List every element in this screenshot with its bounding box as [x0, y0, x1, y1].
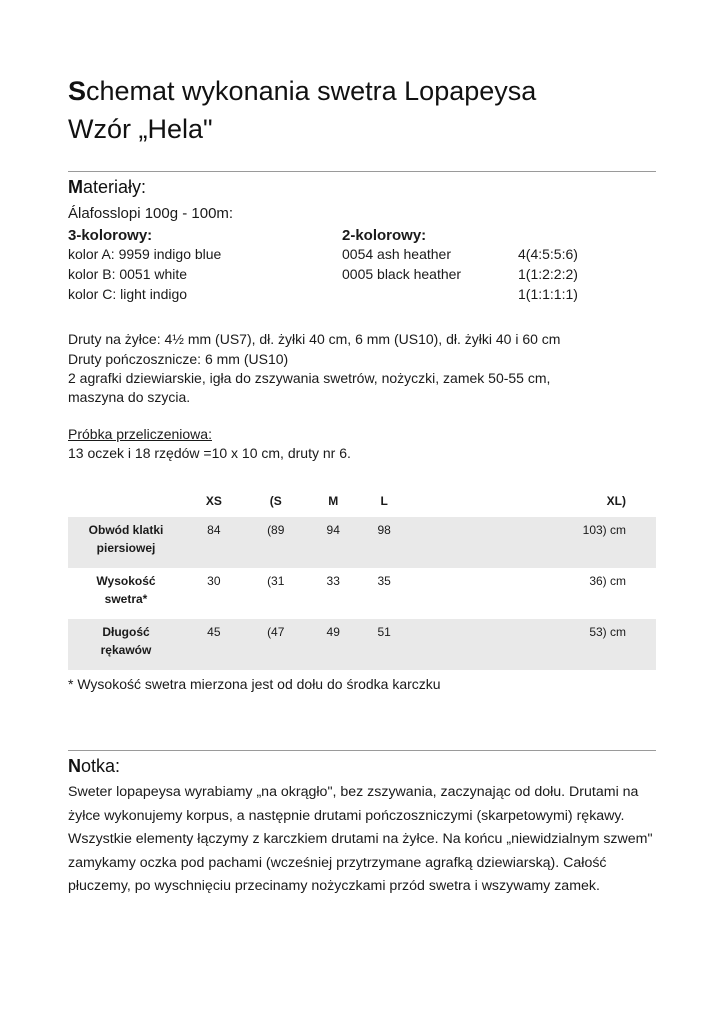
- page-title: [68, 72, 536, 148]
- needles-dpn: Druty pończosznicze: 6 mm (US10): [68, 351, 289, 367]
- row-label-line: Obwód klatki: [88, 523, 164, 537]
- table-cell: 94: [308, 517, 359, 568]
- materials-heading-rest: ateriały:: [83, 177, 147, 197]
- row-label: [68, 568, 184, 619]
- table-cell: 45: [184, 619, 244, 670]
- table-cell: 35: [377, 574, 391, 588]
- table-cell: (31: [267, 574, 285, 588]
- table-cell: 51: [359, 619, 410, 670]
- row-label: [68, 517, 184, 568]
- table-cell: 30: [207, 574, 221, 588]
- title-line1: chemat wykonania swetra Lopapeysa: [86, 76, 537, 106]
- size-header: (S: [269, 494, 282, 508]
- divider-bottom: [68, 750, 656, 751]
- three-color-item: kolor A: 9959 indigo blue: [68, 246, 222, 262]
- table-cell: 33: [326, 574, 340, 588]
- two-color-item: 0005 black heather: [342, 266, 462, 282]
- size-header: L: [380, 494, 388, 508]
- gauge-text: 13 oczek i 18 rzędów =10 x 10 cm, druty nr 6.: [68, 445, 351, 461]
- materials-heading-initial: M: [68, 177, 83, 197]
- row-label-line: Długość: [102, 625, 150, 639]
- yarn-name: Álafosslopi 100g - 100m:: [68, 205, 234, 222]
- note-heading-initial: N: [68, 756, 81, 776]
- three-color-heading: 3-kolorowy:: [68, 227, 153, 244]
- title-line2: Wzór „Hela": [68, 114, 213, 144]
- size-table-header: [68, 485, 656, 517]
- three-color-item: kolor C: light indigo: [68, 286, 188, 302]
- size-header: XL): [606, 494, 626, 508]
- gauge-heading: Próbka przeliczeniowa:: [68, 426, 212, 442]
- yarn-quantity: 1(1:2:2:2): [518, 266, 578, 282]
- materials-heading: [68, 177, 146, 198]
- row-label-line: rękawów: [100, 643, 152, 657]
- note-heading: [68, 756, 120, 777]
- row-label-line: swetra*: [104, 592, 148, 606]
- size-header: M: [328, 494, 339, 508]
- table-cell: 53) cm: [410, 619, 656, 670]
- table-cell: 49: [308, 619, 359, 670]
- two-color-heading: 2-kolorowy:: [342, 227, 427, 244]
- yarn-quantity: 4(4:5:5:6): [518, 246, 578, 262]
- row-label-line: piersiowej: [96, 541, 156, 555]
- table-cell: 98: [359, 517, 410, 568]
- table-row: [68, 568, 656, 619]
- table-cell: (47: [244, 619, 308, 670]
- title-initial: S: [68, 76, 87, 106]
- table-cell: 84: [184, 517, 244, 568]
- table-cell: 103) cm: [410, 517, 656, 568]
- size-table: [68, 485, 656, 670]
- table-row: [68, 619, 656, 670]
- two-color-item: 0054 ash heather: [342, 246, 451, 262]
- notions-line: 2 agrafki dziewiarskie, igła do zszywania swetrów, nożyczki, zamek 50-55 cm,: [68, 370, 551, 386]
- table-cell: 36) cm: [589, 574, 626, 588]
- divider-top: [68, 171, 656, 172]
- yarn-quantity: 1(1:1:1:1): [518, 286, 578, 302]
- size-table-corner: [68, 485, 184, 517]
- row-label-line: Wysokość: [96, 574, 156, 588]
- table-row: [68, 517, 656, 568]
- table-cell: (89: [244, 517, 308, 568]
- footnote: * Wysokość swetra mierzona jest od dołu do środka karczku: [68, 676, 441, 692]
- note-text: Sweter lopapeysa wyrabiamy „na okrągło", bez zszywania, zaczynając od dołu. Drutami na żyłce wykonujemy korpus, a następnie drutami pończoszniczymi (skarpetowymi) rękawy. Wszystkie elementy łączymy z karczkiem drutami na żyłce. Na końcu „niewidzialnym szwem" zamykamy oczka pod pachami (wcześniej przytrzymane agrafką dziewiarską). Całość płuczemy, po wyschnięciu przecinamy nożyczkami przód swetra i wszywamy zamek.: [68, 784, 653, 894]
- three-color-item: kolor B: 0051 white: [68, 266, 188, 282]
- size-header: XS: [205, 494, 222, 508]
- needles-circular: Druty na żyłce: 4½ mm (US7), dł. żyłki 40 cm, 6 mm (US10), dł. żyłki 40 i 60 cm: [68, 331, 561, 347]
- notions-line: maszyna do szycia.: [68, 389, 191, 405]
- row-label: [68, 619, 184, 670]
- note-heading-rest: otka:: [81, 756, 121, 776]
